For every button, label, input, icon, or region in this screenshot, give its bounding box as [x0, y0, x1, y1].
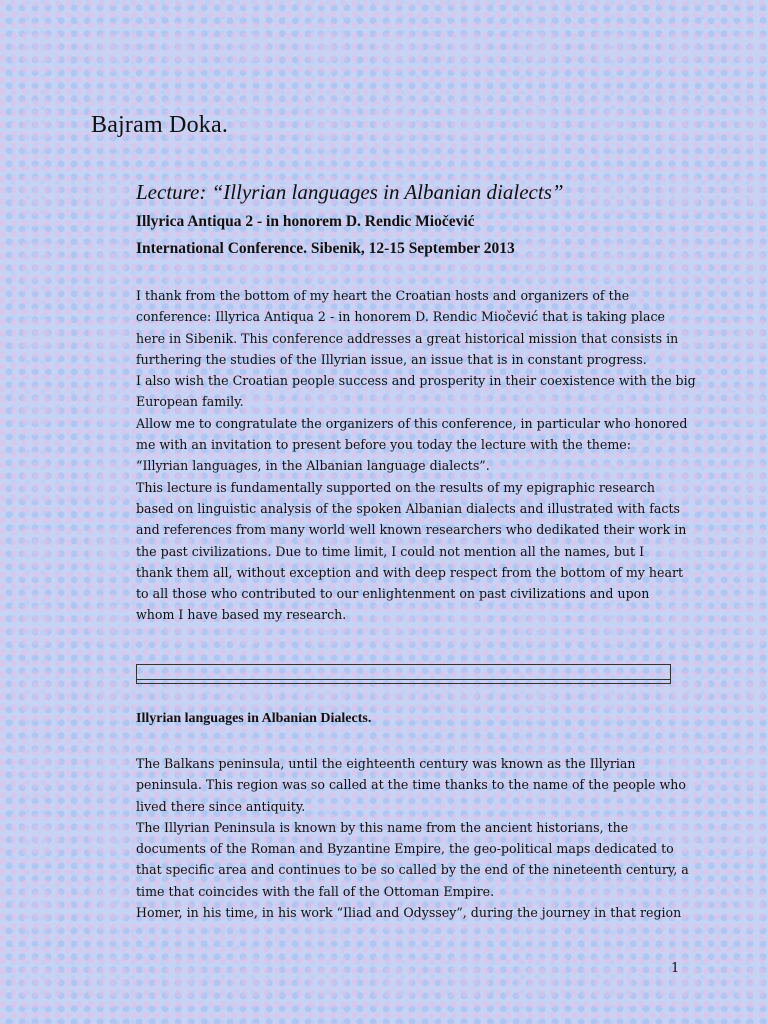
text-line: and references from many world well known researchers who dedikated their work in	[136, 522, 687, 538]
text-line: European family.	[136, 394, 244, 410]
text-line: The Balkans peninsula, until the eighteenth century was known as the Illyrian	[136, 756, 636, 771]
section-paragraphs	[136, 753, 696, 923]
text-line: time that coincides with the fall of the Ottoman Empire.	[136, 883, 495, 899]
text-line: I thank from the bottom of my heart the Croatian hosts and organizers of the	[136, 288, 630, 303]
text-line: Allow me to congratulate the organizers of this conference, in particular who honored	[136, 415, 688, 431]
text-line: lived there since antiquity.	[136, 798, 306, 814]
text-line: documents of the Roman and Byzantine Empire, the geo-political maps dedicated to	[136, 841, 674, 857]
text-line: here in Sibenik. This conference addresses a great historical mission that consists in	[136, 330, 679, 346]
text-line: “Illyrian languages, in the Albanian language dialects”.	[136, 458, 490, 474]
text-line: thank them all, without exception and with deep respect from the bottom of my heart	[136, 564, 684, 580]
page-number: 1	[671, 961, 680, 976]
conference-subtitle: Illyrica Antiqua 2 - in honorem D. Rendic Miočević	[136, 213, 475, 230]
text-line: I also wish the Croatian people success and prosperity in their coexistence with the big	[136, 373, 696, 389]
text-line: that specific area and continues to be so called by the end of the nineteenth century, a	[136, 862, 689, 878]
section-divider	[136, 664, 671, 684]
text-line: based on linguistic analysis of the spoken Albanian dialects and illustrated with facts	[136, 500, 680, 516]
conference-location-date: International Conference. Sibenik, 12-15 September 2013	[136, 240, 515, 257]
intro-paragraphs	[136, 285, 696, 626]
lecture-title: Lecture: “Illyrian languages in Albanian dialects”	[136, 180, 564, 204]
text-line: me with an invitation to present before you today the lecture with the theme:	[136, 437, 631, 453]
text-line: furthering the studies of the Illyrian issue, an issue that is in constant progress.	[136, 351, 647, 367]
text-line: Homer, in his time, in his work “Iliad and Odyssey”, during the journey in that region	[136, 905, 682, 921]
text-line: conference: Illyrica Antiqua 2 - in honorem D. Rendic Miočević that is taking place	[136, 309, 665, 325]
text-line: to all those who contributed to our enlightenment on past civilizations and upon	[136, 586, 650, 602]
author-name: Bajram Doka.	[91, 112, 229, 138]
section-heading: Illyrian languages in Albanian Dialects.	[136, 711, 372, 726]
text-line: The Illyrian Peninsula is known by this name from the ancient historians, the	[136, 819, 629, 835]
text-line: whom I have based my research.	[136, 607, 347, 623]
text-line: This lecture is fundamentally supported on the results of my epigraphic research	[136, 479, 655, 495]
text-line: peninsula. This region was so called at the time thanks to the name of the people who	[136, 777, 686, 793]
text-line: the past civilizations. Due to time limit, I could not mention all the names, but I	[136, 543, 645, 559]
